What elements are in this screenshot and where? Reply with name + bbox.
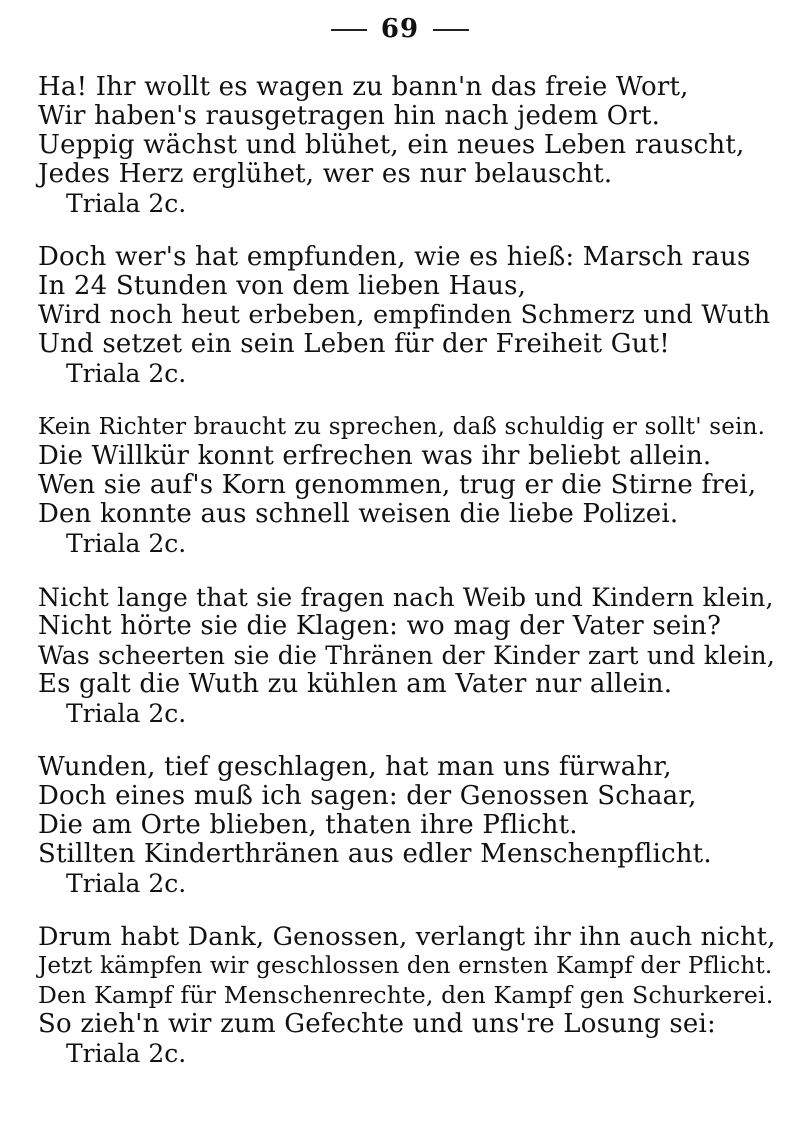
page-number: 69 [380, 14, 420, 44]
refrain-line: Triala 2c. [66, 189, 187, 218]
page-header [0, 14, 800, 54]
verse-line: Doch wer's hat empfunden, wie es hieß: Marsch raus [38, 242, 751, 272]
verse-line: Stillten Kinderthränen aus edler Menschenpflicht. [38, 839, 712, 869]
right-dash [433, 29, 469, 31]
verse-line: Wir haben's rausgetragen hin nach jedem Ort. [38, 101, 661, 131]
stanza-4 [38, 583, 778, 728]
verse-line: Die Willkür konnt erfrechen was ihr beliebt allein. [38, 441, 712, 471]
verse-line: Ueppig wächst und blühet, ein neues Leben rauscht, [38, 130, 745, 160]
verse-line: Die am Orte blieben, thaten ihre Pflicht. [38, 810, 578, 840]
verse-line: Drum habt Dank, Genossen, verlangt ihr ihn auch nicht, [38, 922, 776, 952]
refrain-line: Triala 2c. [66, 869, 187, 898]
verse-line: Wunden, tief geschlagen, hat man uns fürwahr, [38, 752, 672, 782]
verse-line: Nicht lange that sie fragen nach Weib und Kindern klein, [38, 583, 774, 612]
verse-line: So zieh'n wir zum Gefechte und uns're Losung sei: [38, 1009, 716, 1039]
verse-line: Und setzet ein sein Leben für der Freiheit Gut! [38, 329, 670, 359]
verse-line: Doch eines muß ich sagen: der Genossen Schaar, [38, 781, 697, 811]
verse-line: Wird noch heut erbeben, empfinden Schmerz und Wuth [38, 300, 771, 330]
verse-line: Wen sie auf's Korn genommen, trug er die Stirne frei, [38, 470, 757, 500]
left-dash [331, 29, 367, 31]
stanza-3 [38, 413, 778, 558]
verse-line: Ha! Ihr wollt es wagen zu bann'n das freie Wort, [38, 72, 689, 102]
refrain-line: Triala 2c. [66, 359, 187, 388]
refrain-line: Triala 2c. [66, 1039, 187, 1068]
verse-line: Jetzt kämpfen wir geschlossen den ernsten Kampf der Pflicht. [38, 953, 773, 979]
verse-line: Den Kampf für Menschenrechte, den Kampf gen Schurkerei. [38, 981, 774, 1009]
verse-line: Den konnte aus schnell weisen die liebe Polizei. [38, 499, 679, 529]
verse-line: Jedes Herz erglühet, wer es nur belauscht. [38, 159, 613, 189]
refrain-line: Triala 2c. [66, 699, 187, 728]
verse-line: Nicht hörte sie die Klagen: wo mag der Vater sein? [38, 611, 722, 641]
verse-line: Es galt die Wuth zu kühlen am Vater nur allein. [38, 669, 673, 699]
refrain-line: Triala 2c. [66, 529, 187, 558]
stanza-6 [38, 923, 778, 1068]
stanza-2 [38, 243, 778, 388]
verse-line: Kein Richter braucht zu sprechen, daß schuldig er sollt' sein. [38, 414, 766, 440]
verse-line: Was scheerten sie die Thränen der Kinder zart und klein, [38, 641, 775, 670]
stanza-1 [38, 73, 778, 218]
verse-line: In 24 Stunden von dem lieben Haus, [38, 271, 527, 301]
stanza-5 [38, 753, 778, 898]
